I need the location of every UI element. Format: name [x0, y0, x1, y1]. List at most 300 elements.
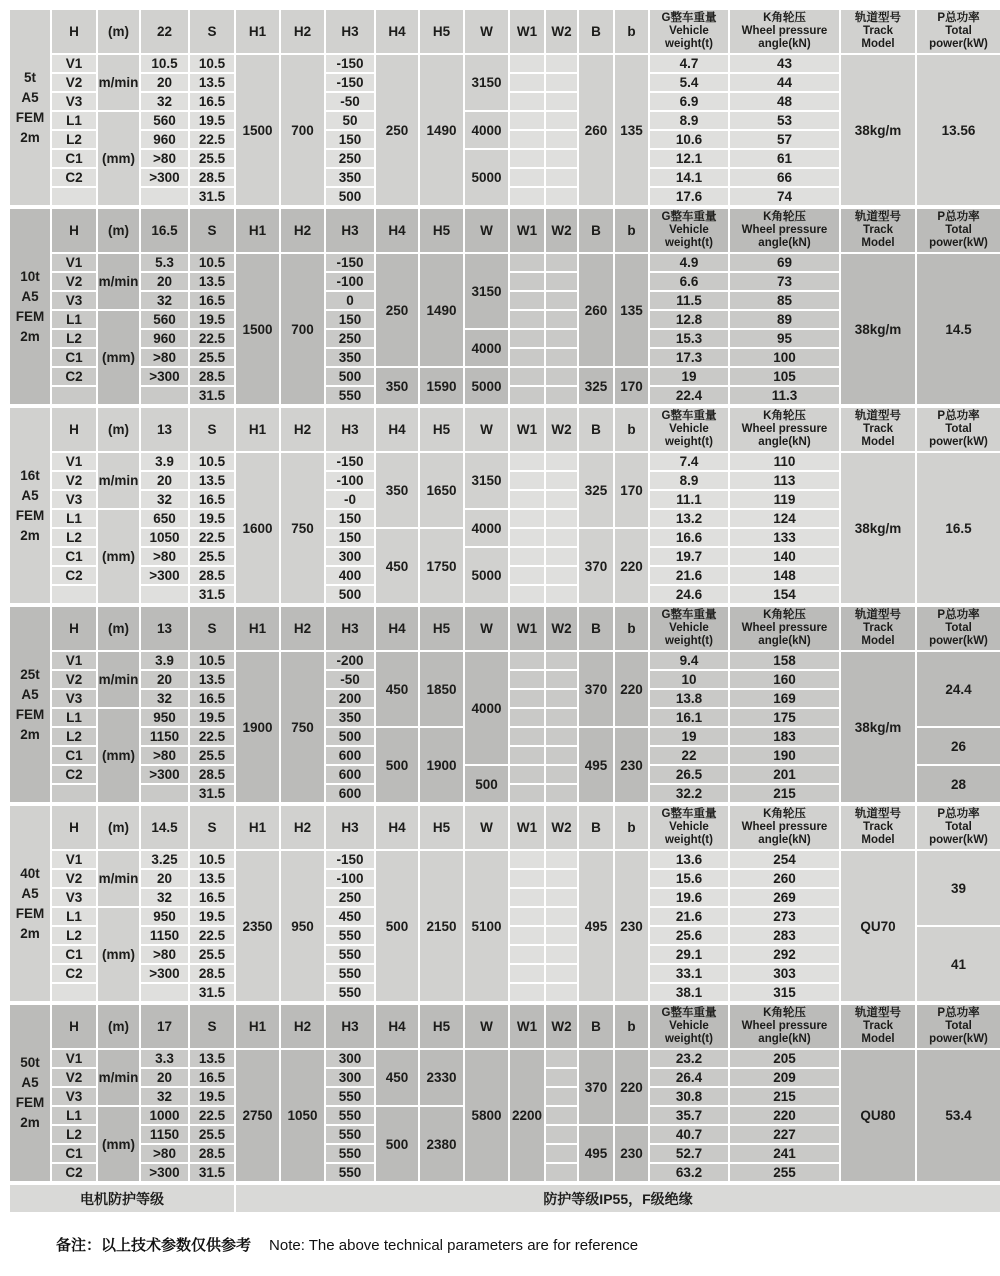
- data-cell: >300: [140, 765, 189, 784]
- empty-cell: [545, 1125, 578, 1144]
- data-cell: 183: [729, 727, 840, 746]
- data-cell: -100: [325, 869, 375, 888]
- data-cell: 21.6: [649, 566, 729, 585]
- col-header: H5: [419, 805, 464, 850]
- data-cell: 7.4: [649, 452, 729, 471]
- data-cell: 1000: [140, 1106, 189, 1125]
- data-cell: 170: [614, 452, 649, 528]
- data-cell: 22.5: [189, 329, 235, 348]
- data-cell: 57: [729, 130, 840, 149]
- empty-cell: [509, 187, 545, 206]
- col-header: H: [51, 407, 97, 452]
- col-header: W2: [545, 9, 578, 54]
- data-cell: 31.5: [189, 1163, 235, 1182]
- data-cell: -100: [325, 272, 375, 291]
- data-cell: V1: [51, 452, 97, 471]
- col-header: H4: [375, 606, 419, 651]
- empty-cell: [545, 149, 578, 168]
- data-cell: 950: [140, 708, 189, 727]
- col-header: B: [578, 805, 614, 850]
- data-cell: V3: [51, 888, 97, 907]
- data-cell: 230: [614, 727, 649, 803]
- empty-cell: [140, 585, 189, 604]
- section-label: 50t A5 FEM 2m: [9, 1004, 51, 1182]
- data-cell: 220: [614, 1049, 649, 1125]
- data-cell: 19.7: [649, 547, 729, 566]
- data-cell: 450: [375, 1049, 419, 1106]
- data-cell: V2: [51, 670, 97, 689]
- data-cell: L1: [51, 907, 97, 926]
- data-cell: 4000: [464, 329, 509, 367]
- col-header: W2: [545, 1004, 578, 1049]
- empty-cell: [545, 907, 578, 926]
- data-cell: 25.5: [189, 149, 235, 168]
- empty-cell: [545, 1068, 578, 1087]
- col-header: K角轮压 Wheel pressure angle(kN): [729, 208, 840, 253]
- data-cell: 13.5: [189, 1049, 235, 1068]
- col-header: P总功率 Total power(kW): [916, 9, 1000, 54]
- data-cell: m/min: [97, 54, 140, 111]
- data-cell: 4000: [464, 509, 509, 547]
- data-cell: 550: [325, 926, 375, 945]
- col-header: H4: [375, 805, 419, 850]
- data-cell: C1: [51, 149, 97, 168]
- data-cell: 12.1: [649, 149, 729, 168]
- data-cell: 17.6: [649, 187, 729, 206]
- col-header: 14.5: [140, 805, 189, 850]
- data-cell: 28.5: [189, 566, 235, 585]
- data-cell: 6.9: [649, 92, 729, 111]
- data-cell: 250: [375, 54, 419, 206]
- data-cell: 110: [729, 452, 840, 471]
- data-cell: 750: [280, 651, 325, 803]
- col-header: (m): [97, 1004, 140, 1049]
- empty-cell: [545, 168, 578, 187]
- empty-cell: [509, 291, 545, 310]
- empty-cell: [509, 253, 545, 272]
- empty-cell: [545, 926, 578, 945]
- data-cell: 495: [578, 850, 614, 1002]
- data-cell: 61: [729, 149, 840, 168]
- data-cell: 15.3: [649, 329, 729, 348]
- col-header: 轨道型号 Track Model: [840, 407, 916, 452]
- col-header: 轨道型号 Track Model: [840, 9, 916, 54]
- data-cell: 350: [375, 367, 419, 405]
- data-cell: 13.5: [189, 272, 235, 291]
- col-header: H5: [419, 208, 464, 253]
- data-cell: 119: [729, 490, 840, 509]
- data-cell: 16.5: [189, 888, 235, 907]
- data-cell: 170: [614, 367, 649, 405]
- empty-cell: [545, 73, 578, 92]
- data-cell: 960: [140, 130, 189, 149]
- motor-protection-grade-label: 电机防护等级: [9, 1184, 235, 1213]
- data-cell: 32: [140, 291, 189, 310]
- empty-cell: [509, 386, 545, 405]
- empty-cell: [509, 310, 545, 329]
- col-header: H4: [375, 407, 419, 452]
- empty-cell: [509, 509, 545, 528]
- empty-cell: [545, 528, 578, 547]
- data-cell: 22.5: [189, 926, 235, 945]
- data-cell: >300: [140, 566, 189, 585]
- data-cell: 31.5: [189, 983, 235, 1002]
- data-cell: 4.9: [649, 253, 729, 272]
- col-header: H1: [235, 606, 280, 651]
- empty-cell: [51, 386, 97, 405]
- section-label: 16t A5 FEM 2m: [9, 407, 51, 604]
- data-cell: V2: [51, 73, 97, 92]
- col-header: W1: [509, 407, 545, 452]
- data-cell: 1650: [419, 452, 464, 528]
- data-cell: 35.7: [649, 1106, 729, 1125]
- data-cell: 124: [729, 509, 840, 528]
- data-cell: 26.5: [649, 765, 729, 784]
- empty-cell: [545, 708, 578, 727]
- col-header: W: [464, 9, 509, 54]
- data-cell: 19.5: [189, 708, 235, 727]
- data-cell: (mm): [97, 907, 140, 1002]
- data-cell: 550: [325, 386, 375, 405]
- empty-cell: [545, 1087, 578, 1106]
- col-header: B: [578, 208, 614, 253]
- data-cell: 350: [325, 348, 375, 367]
- empty-cell: [509, 850, 545, 869]
- data-cell: 12.8: [649, 310, 729, 329]
- data-cell: 19.5: [189, 509, 235, 528]
- data-cell: V1: [51, 651, 97, 670]
- data-cell: 500: [325, 187, 375, 206]
- data-cell: >300: [140, 168, 189, 187]
- col-header: K角轮压 Wheel pressure angle(kN): [729, 805, 840, 850]
- data-cell: 19.5: [189, 310, 235, 329]
- col-header: 17: [140, 1004, 189, 1049]
- empty-cell: [545, 272, 578, 291]
- data-cell: 3.3: [140, 1049, 189, 1068]
- data-cell: 1500: [235, 253, 280, 405]
- data-cell: 19: [649, 727, 729, 746]
- data-cell: 113: [729, 471, 840, 490]
- data-cell: >80: [140, 746, 189, 765]
- empty-cell: [509, 367, 545, 386]
- data-cell: 25.6: [649, 926, 729, 945]
- data-cell: 38.1: [649, 983, 729, 1002]
- data-cell: 43: [729, 54, 840, 73]
- data-cell: 24.6: [649, 585, 729, 604]
- col-header: 轨道型号 Track Model: [840, 1004, 916, 1049]
- col-header: H5: [419, 1004, 464, 1049]
- data-cell: 3.9: [140, 651, 189, 670]
- data-cell: L1: [51, 111, 97, 130]
- empty-cell: [545, 566, 578, 585]
- data-cell: 201: [729, 765, 840, 784]
- data-cell: 25.5: [189, 746, 235, 765]
- col-header: H5: [419, 407, 464, 452]
- data-cell: 1490: [419, 253, 464, 367]
- col-header: W1: [509, 606, 545, 651]
- empty-cell: [51, 983, 97, 1002]
- col-header: P总功率 Total power(kW): [916, 1004, 1000, 1049]
- data-cell: V3: [51, 1087, 97, 1106]
- data-cell: C1: [51, 945, 97, 964]
- data-cell: 500: [325, 585, 375, 604]
- empty-cell: [509, 566, 545, 585]
- data-cell: 273: [729, 907, 840, 926]
- data-cell: 15.6: [649, 869, 729, 888]
- data-cell: 230: [614, 1125, 649, 1182]
- data-cell: -200: [325, 651, 375, 670]
- data-cell: 38kg/m: [840, 651, 916, 803]
- empty-cell: [509, 888, 545, 907]
- col-header: H3: [325, 9, 375, 54]
- data-cell: 550: [325, 1106, 375, 1125]
- data-cell: >300: [140, 964, 189, 983]
- data-cell: 560: [140, 111, 189, 130]
- data-cell: (mm): [97, 1106, 140, 1182]
- empty-cell: [545, 452, 578, 471]
- data-cell: C1: [51, 1144, 97, 1163]
- empty-cell: [545, 651, 578, 670]
- empty-cell: [509, 329, 545, 348]
- col-header: H: [51, 1004, 97, 1049]
- col-header: W1: [509, 208, 545, 253]
- data-cell: 31.5: [189, 585, 235, 604]
- col-header: H3: [325, 805, 375, 850]
- col-header: S: [189, 1004, 235, 1049]
- data-cell: 300: [325, 547, 375, 566]
- col-header: W: [464, 606, 509, 651]
- col-header: b: [614, 9, 649, 54]
- data-cell: C1: [51, 547, 97, 566]
- col-header: H4: [375, 208, 419, 253]
- data-cell: 650: [140, 509, 189, 528]
- data-cell: 450: [375, 528, 419, 604]
- data-cell: 148: [729, 566, 840, 585]
- data-cell: 20: [140, 869, 189, 888]
- col-header: S: [189, 208, 235, 253]
- data-cell: 10.5: [189, 54, 235, 73]
- data-cell: 250: [325, 888, 375, 907]
- data-cell: 3150: [464, 54, 509, 111]
- data-cell: 960: [140, 329, 189, 348]
- data-cell: 19.5: [189, 1087, 235, 1106]
- protection-grade-value: 防护等级IP55，F级绝缘: [235, 1184, 1000, 1213]
- col-header: H1: [235, 407, 280, 452]
- col-header: G整车重量 Vehicle weight(t): [649, 606, 729, 651]
- empty-cell: [545, 1106, 578, 1125]
- data-cell: 16.6: [649, 528, 729, 547]
- empty-cell: [545, 310, 578, 329]
- empty-cell: [509, 111, 545, 130]
- col-header: (m): [97, 805, 140, 850]
- data-cell: 52.7: [649, 1144, 729, 1163]
- empty-cell: [545, 1049, 578, 1068]
- data-cell: C1: [51, 348, 97, 367]
- data-cell: 2380: [419, 1106, 464, 1182]
- data-cell: 32: [140, 490, 189, 509]
- data-cell: 300: [325, 1068, 375, 1087]
- data-cell: 4000: [464, 651, 509, 765]
- empty-cell: [545, 54, 578, 73]
- data-cell: 39: [916, 850, 1000, 926]
- empty-cell: [509, 670, 545, 689]
- data-cell: 230: [614, 850, 649, 1002]
- spec-table-5t: [8, 8, 1000, 207]
- empty-cell: [545, 888, 578, 907]
- data-cell: V2: [51, 1068, 97, 1087]
- col-header: W2: [545, 208, 578, 253]
- col-header: K角轮压 Wheel pressure angle(kN): [729, 606, 840, 651]
- col-header: H: [51, 606, 97, 651]
- data-cell: 5.3: [140, 253, 189, 272]
- data-cell: 26.4: [649, 1068, 729, 1087]
- data-cell: 14.5: [916, 253, 1000, 405]
- col-header: S: [189, 805, 235, 850]
- empty-cell: [509, 149, 545, 168]
- empty-cell: [545, 130, 578, 149]
- data-cell: 11.5: [649, 291, 729, 310]
- col-header: P总功率 Total power(kW): [916, 805, 1000, 850]
- data-cell: 8.9: [649, 111, 729, 130]
- empty-cell: [509, 765, 545, 784]
- data-cell: 260: [729, 869, 840, 888]
- empty-cell: [140, 187, 189, 206]
- data-cell: m/min: [97, 452, 140, 509]
- data-cell: 4.7: [649, 54, 729, 73]
- data-cell: 600: [325, 765, 375, 784]
- data-cell: 53.4: [916, 1049, 1000, 1182]
- spec-table-40t: [8, 804, 1000, 1003]
- data-cell: 1150: [140, 727, 189, 746]
- data-cell: 16.5: [189, 291, 235, 310]
- data-cell: 1590: [419, 367, 464, 405]
- data-cell: 325: [578, 452, 614, 528]
- data-cell: 227: [729, 1125, 840, 1144]
- col-header: b: [614, 805, 649, 850]
- data-cell: 20: [140, 670, 189, 689]
- col-header: H3: [325, 407, 375, 452]
- data-cell: 550: [325, 983, 375, 1002]
- data-cell: 11.3: [729, 386, 840, 405]
- data-cell: 11.1: [649, 490, 729, 509]
- section-label: 5t A5 FEM 2m: [9, 9, 51, 206]
- data-cell: -150: [325, 54, 375, 73]
- data-cell: C2: [51, 964, 97, 983]
- data-cell: 1050: [140, 528, 189, 547]
- col-header: (m): [97, 9, 140, 54]
- empty-cell: [545, 850, 578, 869]
- data-cell: 26: [916, 727, 1000, 765]
- spec-table-10t: [8, 207, 1000, 406]
- data-cell: 4000: [464, 111, 509, 149]
- data-cell: 500: [325, 367, 375, 386]
- data-cell: 48: [729, 92, 840, 111]
- data-cell: 22.5: [189, 528, 235, 547]
- data-cell: 100: [729, 348, 840, 367]
- data-cell: V1: [51, 54, 97, 73]
- empty-cell: [509, 869, 545, 888]
- data-cell: 31.5: [189, 386, 235, 405]
- empty-cell: [545, 471, 578, 490]
- data-cell: 19.5: [189, 111, 235, 130]
- data-cell: 41: [916, 926, 1000, 1002]
- data-cell: 135: [614, 54, 649, 206]
- data-cell: 135: [614, 253, 649, 367]
- data-cell: L2: [51, 727, 97, 746]
- data-cell: 450: [375, 651, 419, 727]
- data-cell: 28: [916, 765, 1000, 803]
- data-cell: L1: [51, 1106, 97, 1125]
- data-cell: V2: [51, 272, 97, 291]
- data-cell: 22.5: [189, 727, 235, 746]
- data-cell: 3.9: [140, 452, 189, 471]
- empty-cell: [140, 784, 189, 803]
- data-cell: 13.5: [189, 670, 235, 689]
- data-cell: 5100: [464, 850, 509, 1002]
- empty-cell: [545, 983, 578, 1002]
- empty-cell: [509, 471, 545, 490]
- data-cell: 550: [325, 1087, 375, 1106]
- data-cell: 1050: [280, 1049, 325, 1182]
- data-cell: 160: [729, 670, 840, 689]
- col-header: W1: [509, 805, 545, 850]
- data-cell: V2: [51, 471, 97, 490]
- spec-tables: [8, 8, 992, 1183]
- data-cell: 38kg/m: [840, 253, 916, 405]
- col-header: W: [464, 407, 509, 452]
- data-cell: 550: [325, 1125, 375, 1144]
- data-cell: 260: [578, 54, 614, 206]
- data-cell: 10.6: [649, 130, 729, 149]
- reference-note-cn: 备注：以上技术参数仅供参考: [56, 1237, 252, 1254]
- data-cell: 16.5: [916, 452, 1000, 604]
- data-cell: -150: [325, 253, 375, 272]
- data-cell: 38kg/m: [840, 54, 916, 206]
- empty-cell: [509, 348, 545, 367]
- data-cell: 44: [729, 73, 840, 92]
- empty-cell: [509, 490, 545, 509]
- data-cell: L2: [51, 1125, 97, 1144]
- col-header: B: [578, 606, 614, 651]
- empty-cell: [545, 386, 578, 405]
- col-header: S: [189, 9, 235, 54]
- col-header: H: [51, 9, 97, 54]
- data-cell: 63.2: [649, 1163, 729, 1182]
- data-cell: 190: [729, 746, 840, 765]
- data-cell: 32: [140, 888, 189, 907]
- data-cell: 200: [325, 689, 375, 708]
- data-cell: L1: [51, 708, 97, 727]
- data-cell: 74: [729, 187, 840, 206]
- col-header: B: [578, 407, 614, 452]
- data-cell: 150: [325, 528, 375, 547]
- empty-cell: [509, 54, 545, 73]
- empty-cell: [51, 187, 97, 206]
- col-header: H4: [375, 9, 419, 54]
- data-cell: 370: [578, 651, 614, 727]
- empty-cell: [509, 272, 545, 291]
- data-cell: 250: [325, 329, 375, 348]
- empty-cell: [509, 528, 545, 547]
- empty-cell: [545, 348, 578, 367]
- col-header: H2: [280, 208, 325, 253]
- data-cell: 50: [325, 111, 375, 130]
- data-cell: 1500: [235, 54, 280, 206]
- data-cell: 69: [729, 253, 840, 272]
- empty-cell: [545, 670, 578, 689]
- data-cell: 22.4: [649, 386, 729, 405]
- empty-cell: [51, 784, 97, 803]
